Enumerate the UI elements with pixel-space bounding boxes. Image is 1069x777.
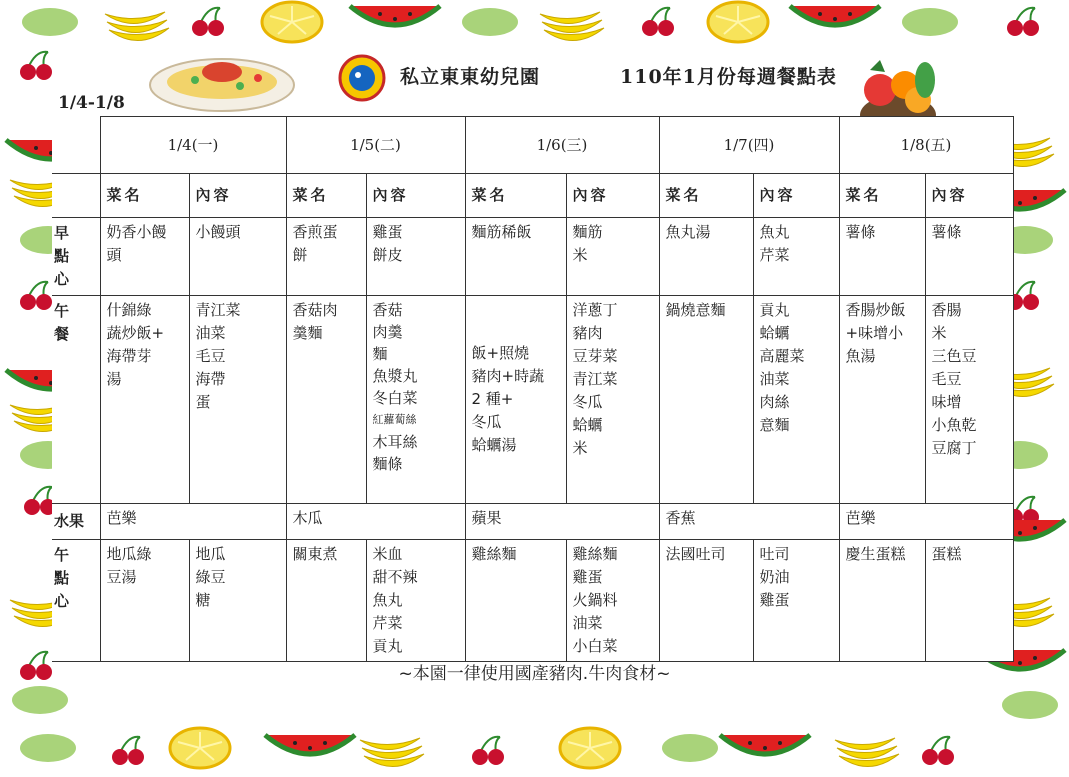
- dish-cell: 薯條: [839, 218, 925, 296]
- content-text: 木耳絲 麵條: [372, 433, 418, 473]
- fruit-cell: 木瓜: [286, 504, 465, 540]
- content-header: 內容: [753, 174, 839, 218]
- dish-header: 菜名: [286, 174, 366, 218]
- dish-header: 菜名: [659, 174, 753, 218]
- fruit-cell: 香蕉: [659, 504, 839, 540]
- content-header: 內容: [189, 174, 286, 218]
- dish-cell: 魚丸湯: [659, 218, 753, 296]
- dish-cell: 鍋燒意麵: [659, 296, 753, 504]
- dish-cell: 雞絲麵: [465, 540, 566, 662]
- dish-header: 菜名: [839, 174, 925, 218]
- school-logo: [334, 53, 390, 103]
- menu-table: [52, 116, 1014, 662]
- fried-rice-plate-icon: [150, 59, 294, 111]
- menu-title: 110年1月份每週餐點表: [620, 66, 837, 88]
- content-cell: 洋蔥丁 豬肉 豆芽菜 青江菜 冬瓜 蛤蠣 米: [566, 296, 659, 504]
- dish-header: 菜名: [100, 174, 189, 218]
- dish-cell: 飯+照燒 豬肉+時蔬 2 種+ 冬瓜 蛤蠣湯: [465, 296, 566, 504]
- content-header: 內容: [925, 174, 1013, 218]
- day-header: 1/8(五): [839, 117, 1013, 174]
- content-cell: 米血 甜不辣 魚丸 芹菜 貢丸: [366, 540, 465, 662]
- content-cell: 地瓜 綠豆 糖: [189, 540, 286, 662]
- content-cell: 魚丸 芹菜: [753, 218, 839, 296]
- row-label-lunch: 午 餐: [52, 296, 100, 504]
- dish-header: 菜名: [465, 174, 566, 218]
- day-header: 1/7(四): [659, 117, 839, 174]
- day-header: 1/6(三): [465, 117, 659, 174]
- content-cell: 吐司 奶油 雞蛋: [753, 540, 839, 662]
- dish-cell: 法國吐司: [659, 540, 753, 662]
- fruit-cell: 芭樂: [100, 504, 286, 540]
- content-cell: 薯條: [925, 218, 1013, 296]
- content-cell: [366, 296, 465, 504]
- fruit-cell: 蘋果: [465, 504, 659, 540]
- school-name: 私立東東幼兒園: [400, 66, 541, 88]
- footer-note: ~本園一律使用國產豬肉.牛肉食材~: [398, 664, 671, 684]
- corner-cell: [52, 174, 100, 218]
- content-cell: 麵筋 米: [566, 218, 659, 296]
- dish-cell: 什錦綠 蔬炒飯+ 海帶芽 湯: [100, 296, 189, 504]
- corner-cell: [52, 117, 100, 174]
- day-header: 1/4(一): [100, 117, 286, 174]
- dish-cell: 慶生蛋糕: [839, 540, 925, 662]
- content-cell: 雞絲麵 雞蛋 火鍋料 油菜 小白菜: [566, 540, 659, 662]
- content-header: 內容: [566, 174, 659, 218]
- content-cell: 貢丸 蛤蠣 高麗菜 油菜 肉絲 意麵: [753, 296, 839, 504]
- content-small-text: 紅蘿蔔絲: [372, 413, 417, 426]
- dish-cell: 關東煮: [286, 540, 366, 662]
- content-text: 香菇 肉羹 麵 魚漿丸 冬白菜: [372, 301, 418, 407]
- fruit-cell: 芭樂: [839, 504, 1013, 540]
- dish-cell: 香菇肉 羹麵: [286, 296, 366, 504]
- dish-cell: 麵筋稀飯: [465, 218, 566, 296]
- content-header: 內容: [366, 174, 465, 218]
- dish-cell: 地瓜綠 豆湯: [100, 540, 189, 662]
- row-label-breakfast: 早 點 心: [52, 218, 100, 296]
- dish-cell: 香煎蛋 餅: [286, 218, 366, 296]
- content-cell: 蛋糕: [925, 540, 1013, 662]
- row-label-fruit: 水果: [52, 504, 100, 540]
- day-header: 1/5(二): [286, 117, 465, 174]
- week-range: 1/4-1/8: [58, 93, 125, 113]
- dish-cell: 香腸炒飯 +味增小 魚湯: [839, 296, 925, 504]
- dish-cell: 奶香小饅 頭: [100, 218, 189, 296]
- row-label-snack: 午 點 心: [52, 540, 100, 662]
- content-cell: 青江菜 油菜 毛豆 海帶 蛋: [189, 296, 286, 504]
- content-cell: 小饅頭: [189, 218, 286, 296]
- content-cell: 香腸 米 三色豆 毛豆 味增 小魚乾 豆腐丁: [925, 296, 1013, 504]
- content-cell: 雞蛋 餅皮: [366, 218, 465, 296]
